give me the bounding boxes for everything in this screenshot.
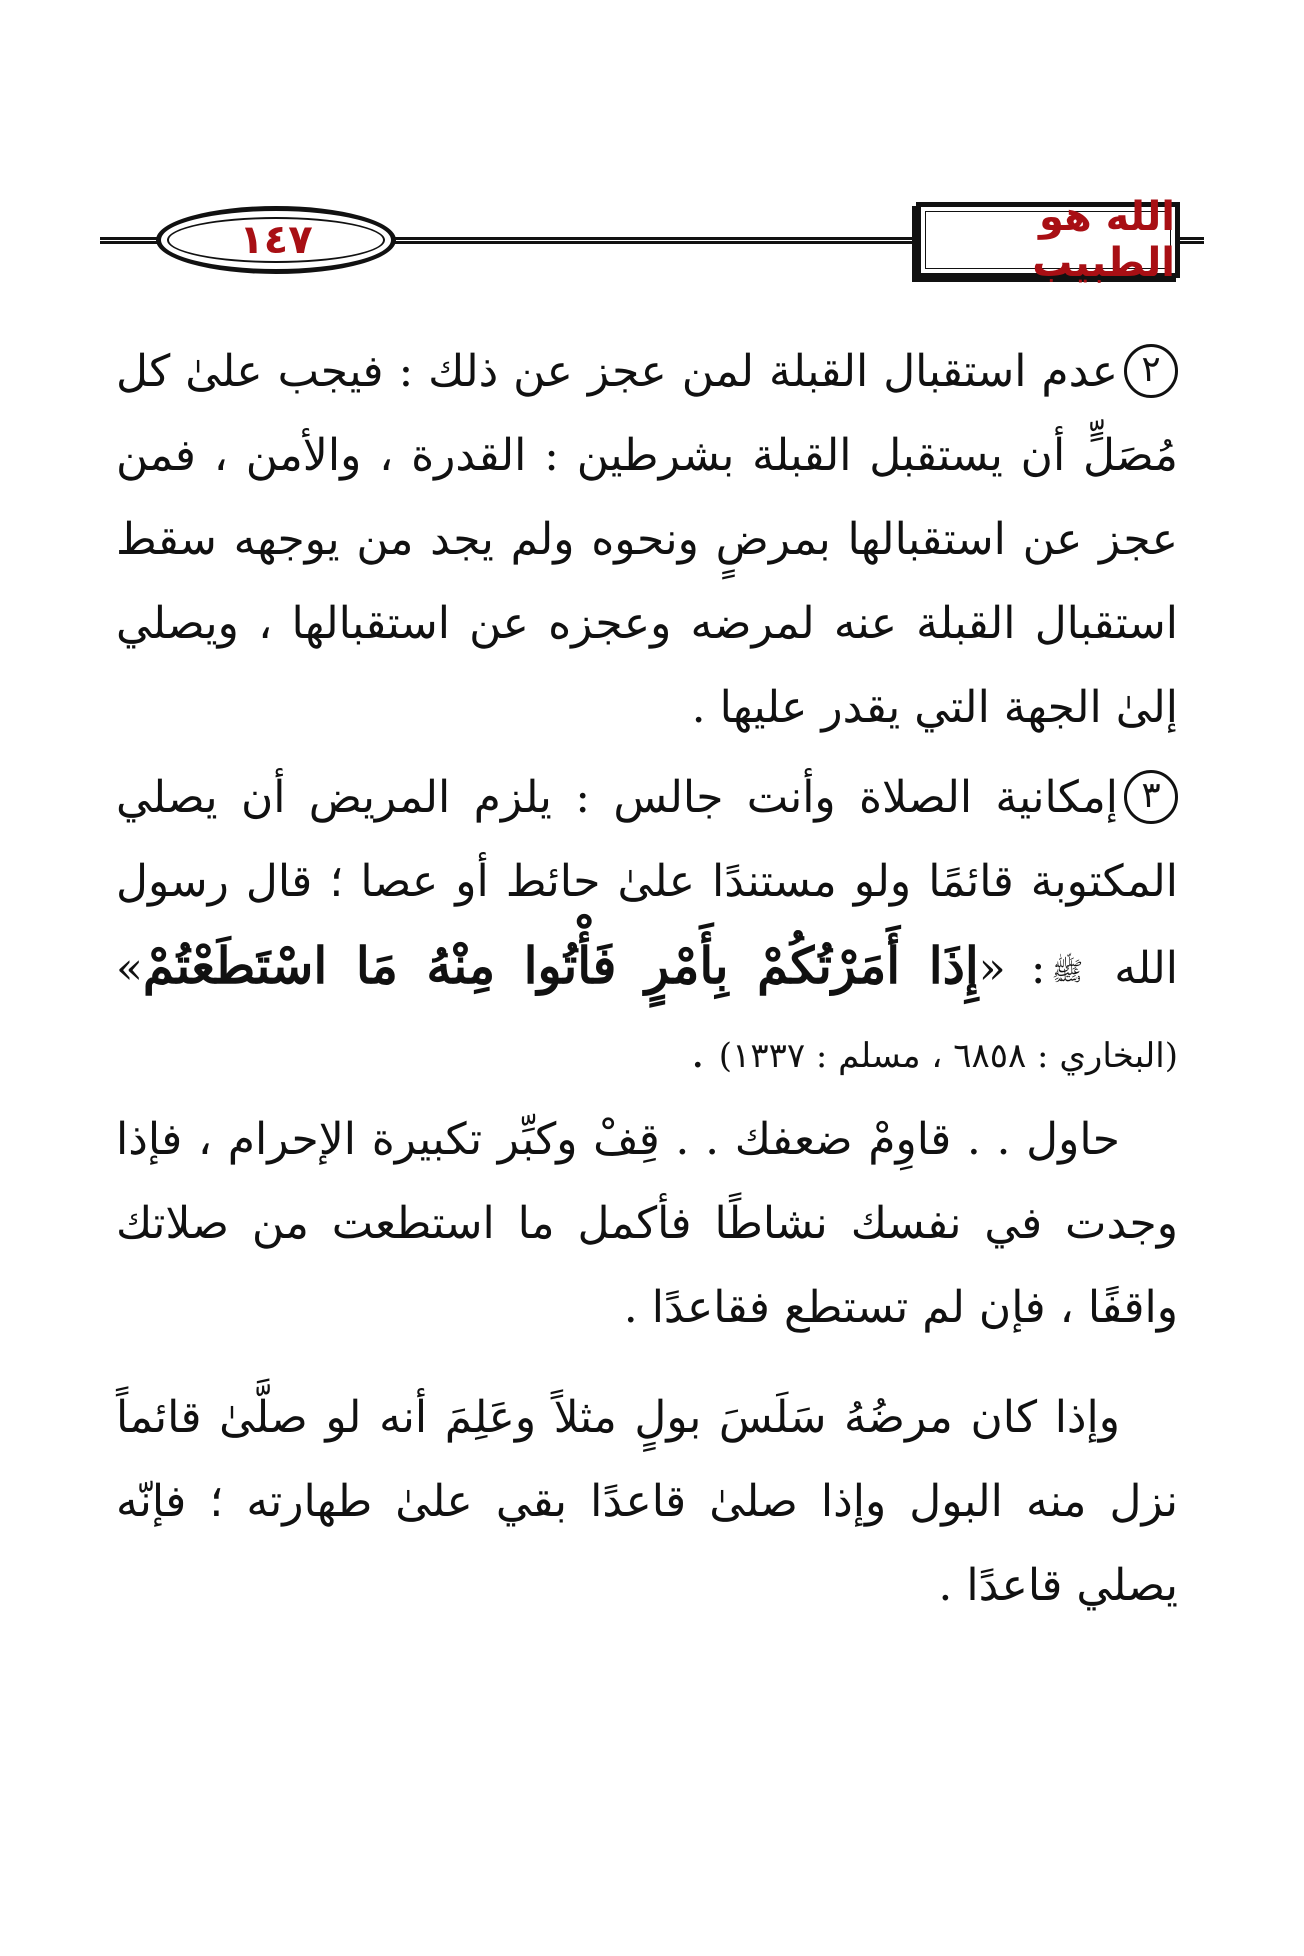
salawat-glyph: ﷺ [1051,956,1084,987]
hadith-text: إِذَا أَمَرْتُكُمْ بِأَمْرٍ فَأْتُوا مِنْهُ مَا اسْتَطَعْتُمْ [142,936,979,995]
section-2-paragraph [116,330,1178,750]
page-number-oval [156,206,396,274]
section-3-text: إمكانية الصلاة وأنت جالس : يلزم المريض أن يصلي المكتوبة قائمًا ولو مستندًا علىٰ حائط أو عصا ؛ قال رسول الله [116,772,1178,994]
page-number: ١٤٧ [239,217,313,263]
header-rule-right [1178,237,1204,244]
try-paragraph: حاول . . قاوِمْ ضعفك . . قِفْ وكبِّر تكبيرة الإحرام ، فإذا وجدت في نفسك نشاطًا فأكمل ما استطعت من صلاتك واقفًا ، فإن لم تستطع فقاعدًا . [116,1114,1178,1333]
incontinence-paragraph: وإذا كان مرضُهُ سَلَسَ بولٍ مثلاً وعَلِمَ أنه لو صلَّىٰ قائماً نزل منه البول وإذا صلىٰ قاعدًا بقي علىٰ طهارته ؛ فإنّه يصلي قاعدًا . [116,1392,1178,1611]
hadith-citation: (البخاري : ٦٨٥٨ ، مسلم : ١٣٣٧) [718,1036,1178,1076]
section-3-end: . [690,1027,705,1078]
header-rule-left [100,237,160,244]
hadith-close: » [116,943,143,994]
book-title: الله هو الطبيب [1032,194,1175,286]
book-title-box [916,194,1180,286]
running-header [100,194,1204,286]
header-rule-middle [392,237,916,244]
section-3-number: ٣ [1124,770,1178,824]
hadith-open: : « [978,943,1046,994]
section-3-paragraph [116,756,1178,1098]
page-body [116,330,1178,1628]
section-2-text: عدم استقبال القبلة لمن عجز عن ذلك : فيجب علىٰ كل مُصَلٍّ أن يستقبل القبلة بشرطين : القدرة ، والأمن ، فمن عجز عن استقبالها بمرضٍ ونحوه ولم يجد من يوجهه سقط استقبال القبلة عنه لمرضه وعجزه عن استقبالها ، ويصلي إلىٰ الجهة التي يقدر عليها . [116,346,1178,733]
section-2-number: ٢ [1124,344,1178,398]
